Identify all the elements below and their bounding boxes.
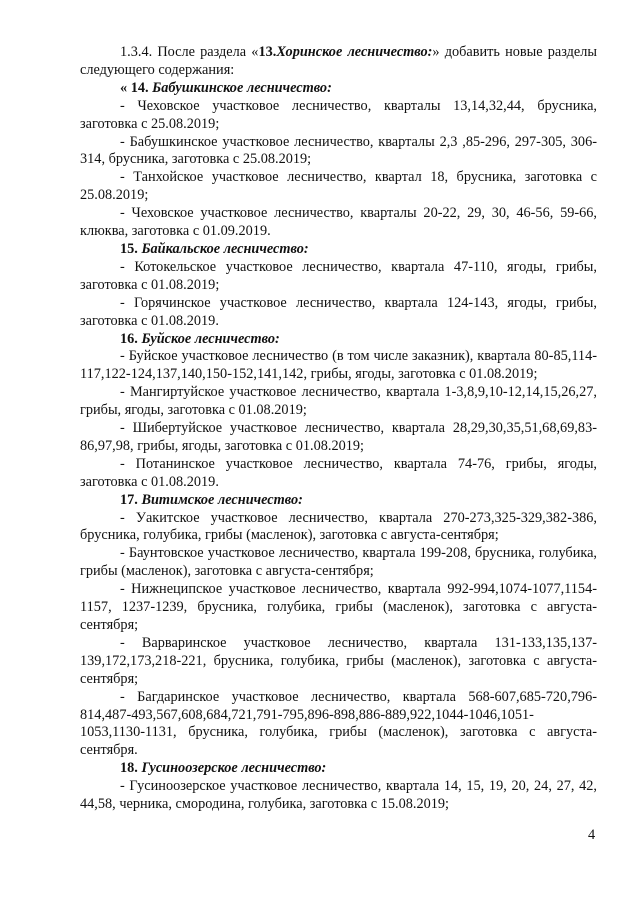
section-number: 17. xyxy=(120,491,138,508)
intro-text-end: » добавить новые разделы следующего содержания: xyxy=(80,44,598,78)
section-number: 16. xyxy=(120,330,138,347)
section-title: Витимское лесничество: xyxy=(137,491,303,508)
section-item: - Горячинское участковое лесничество, квартала 124-143, ягоды, грибы, заготовка с 01.08.2019. xyxy=(80,294,597,329)
page-number: 4 xyxy=(588,827,596,843)
section-item: - Шибертуйское участковое лесничество, квартала 28,29,30,35,51,68,69,83-86,97,98, грибы, ягоды, заготовка с 01.08.2019; xyxy=(80,420,597,454)
section-prefix: « xyxy=(120,79,131,96)
section-item: - Бабушкинское участковое лесничество, кварталы 2,3 ,85-296, 297-305, 306-314, брусника, заготовка с 25.08.2019; xyxy=(80,133,597,168)
section-heading xyxy=(80,760,597,778)
section-item: - Варваринское участковое лесничество, квартала 131-133,135,137-139,172,173,218-221, брусника, голубика, грибы (масленок), заготовка с августа-сентября; xyxy=(80,634,597,687)
intro-section-name: Хоринское лесничество: xyxy=(276,44,433,60)
section-item: - Нижнеципское участковое лесничество, квартала 992-994,1074-1077,1154-1157, 1237-1239, брусника, голубика, грибы (масленок), заготовка с августа-сентября; xyxy=(80,581,597,633)
section-item: - Потанинское участковое лесничество, квартала 74-76, грибы, ягоды, заготовка с 01.08.2019. xyxy=(80,455,597,490)
section-heading xyxy=(80,492,597,510)
section-number: 14. xyxy=(130,79,149,96)
section-title: Гусиноозерское лесничество: xyxy=(137,760,327,777)
section-item: - Котокельское участковое лесничество, квартала 47-110, ягоды, грибы, заготовка с 01.08.2019; xyxy=(80,258,597,293)
section-title: Байкальское лесничество: xyxy=(137,240,309,257)
section-item: - Багдаринское участковое лесничество, квартала 568-607,685-720,796-814,487-493,567,608,684,721,791-795,896-898,886-889,922,1044-1046,1051-1053,1130-1131, брусника, голубика, грибы (масленок), заготовка с августа-сентября. xyxy=(80,688,597,759)
section-title: Буйское лесничество: xyxy=(137,330,280,347)
intro-paragraph xyxy=(80,44,597,80)
section-item: - Чеховское участковое лесничество, кварталы 13,14,32,44, брусника, заготовка с 25.08.2019; xyxy=(80,97,597,132)
section-item: - Танхойское участковое лесничество, квартал 18, брусника, заготовка с 25.08.2019; xyxy=(80,169,597,204)
intro-text: 1.3.4. После раздела « xyxy=(120,44,259,60)
section-heading xyxy=(80,241,597,259)
section-title: Бабушкинское лесничество: xyxy=(148,79,332,96)
section-item: - Уакитское участковое лесничество, квартала 270-273,325-329,382-386, брусника, голубика, грибы (масленок), заготовка с августа-сентября; xyxy=(80,509,597,544)
section-heading xyxy=(80,80,597,98)
section-item: - Буйское участковое лесничество (в том числе заказник), квартала 80-85,114-117,122-124,137,140,150-152,141,142, грибы, ягоды, заготовка с 01.08.2019; xyxy=(80,348,597,383)
section-item: - Чеховское участковое лесничество, кварталы 20-22, 29, 30, 46-56, 59-66, клюква, заготовка с 01.09.2019. xyxy=(80,205,597,240)
section-item: - Гусиноозерское участковое лесничество, квартала 14, 15, 19, 20, 24, 27, 42, 44,58, черника, смородина, голубика, заготовка с 15.08.2019; xyxy=(80,778,597,813)
section-number: 15. xyxy=(120,240,138,257)
section-item: - Баунтовское участковое лесничество, квартала 199-208, брусника, голубика, грибы (масленок), заготовка с августа-сентября; xyxy=(80,545,597,580)
section-number: 18. xyxy=(120,760,138,777)
sections-list xyxy=(80,80,597,814)
intro-section-number: 13. xyxy=(258,44,277,60)
section-heading xyxy=(80,331,597,349)
document-body xyxy=(80,44,597,814)
section-item: - Мангиртуйское участковое лесничество, квартала 1-3,8,9,10-12,14,15,26,27, грибы, ягоды, заготовка с 01.08.2019; xyxy=(80,384,597,419)
